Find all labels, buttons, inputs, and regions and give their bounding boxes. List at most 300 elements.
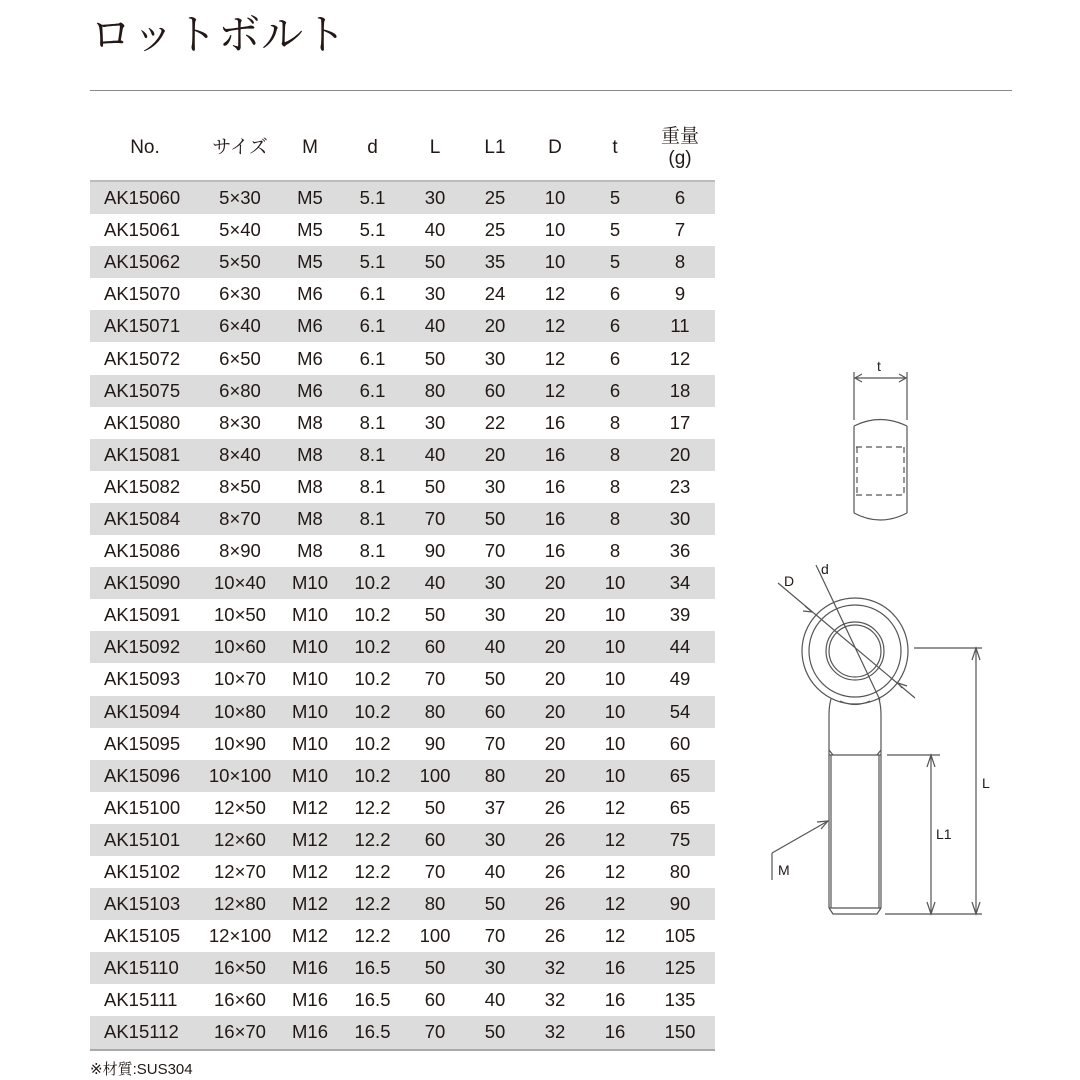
cell-l: 70 [424,668,446,690]
cell-t: 5 [585,181,645,214]
cell-d: 8.1 [359,411,386,433]
label-M: M [778,862,790,878]
cell-l1: 30 [465,952,525,984]
table-row [90,214,715,246]
cell-m: M16 [280,952,340,984]
cell-weight: 30 [645,503,715,535]
cell-l1: 50 [465,503,525,535]
cell-no: AK15061 [104,219,181,241]
table-row [90,181,715,214]
cell-l1: 70 [484,732,506,754]
cell-size: 5×40 [219,219,261,241]
table-row [90,984,715,1016]
cell-dd: 16 [525,503,585,535]
cell-weight: 8 [645,246,715,278]
cell-m: M12 [292,861,328,883]
cell-l1: 80 [465,760,525,792]
cell-no: AK15111 [104,989,178,1011]
cell-t: 8 [609,540,621,562]
cell-size: 16×70 [200,1016,280,1049]
dimension-L1 [887,755,952,914]
cell-no: AK15096 [90,760,200,792]
cell-no: AK15070 [104,283,181,305]
cell-m: M16 [292,989,328,1011]
cell-weight: 17 [669,411,691,433]
cell-l1: 50 [465,888,525,920]
table-row [90,663,715,695]
cell-m: M12 [292,925,328,947]
cell-t: 8 [585,503,645,535]
cell-dd: 16 [544,475,566,497]
cell-no: AK15062 [90,246,200,278]
cell-t: 8 [609,475,621,497]
table-row [90,310,715,342]
cell-d: 6.1 [359,347,386,369]
cell-m: M8 [297,540,323,562]
cell-t: 12 [604,796,626,818]
cell-size: 12×100 [208,925,272,947]
cell-no: AK15084 [90,503,200,535]
cell-d: 12.2 [354,925,391,947]
cell-size: 8×40 [200,439,280,471]
cell-t: 10 [585,631,645,663]
cell-l1: 37 [484,796,506,818]
cell-t: 12 [585,888,645,920]
table-header-row [90,116,715,181]
table-row [90,952,715,984]
cell-no: AK15080 [104,411,181,433]
cell-l: 90 [424,540,446,562]
cell-l: 50 [405,952,465,984]
cell-no: AK15102 [104,861,181,883]
table-row [90,535,715,567]
cell-d: 16.5 [354,989,391,1011]
cell-d: 6.1 [340,310,405,342]
cell-d: 8.1 [340,503,405,535]
cell-dd: 16 [544,411,566,433]
cell-weight: 105 [664,925,696,947]
cell-no: AK15091 [104,604,181,626]
cell-l1: 30 [484,475,506,497]
cell-weight: 65 [645,760,715,792]
cell-no: AK15082 [104,475,181,497]
header-d-small: d [340,116,405,181]
cell-weight: 18 [645,375,715,407]
cell-weight: 150 [645,1016,715,1049]
cell-weight: 7 [674,219,686,241]
cell-m: M12 [292,796,328,818]
label-L1: L1 [936,826,952,842]
cell-m: M12 [280,888,340,920]
cell-weight: 6 [645,181,715,214]
cell-size: 10×90 [214,732,266,754]
cell-l: 40 [405,567,465,599]
cell-l1: 20 [465,310,525,342]
cell-dd: 20 [544,668,566,690]
cell-l: 60 [405,824,465,856]
cell-t: 10 [604,604,626,626]
cell-l: 70 [405,503,465,535]
table-row [90,728,715,760]
header-no: No. [90,116,200,181]
cell-size: 8×50 [219,475,261,497]
header-l1: L1 [465,116,525,181]
cell-no: AK15071 [90,310,200,342]
cell-d: 10.2 [340,760,405,792]
cell-d: 6.1 [340,375,405,407]
cell-l1: 40 [484,989,506,1011]
header-m: M [280,116,340,181]
table-row [90,471,715,503]
cell-t: 16 [585,1016,645,1049]
cell-t: 12 [585,824,645,856]
cell-d: 10.2 [340,631,405,663]
cell-size: 8×70 [200,503,280,535]
cell-d: 12.2 [340,888,405,920]
table-body [90,181,715,1050]
page-title: ロットボルト [90,10,348,59]
cell-weight: 34 [645,567,715,599]
cell-d: 16.5 [340,952,405,984]
cell-dd: 10 [525,246,585,278]
cell-d: 10.2 [340,696,405,728]
cell-weight: 20 [645,439,715,471]
cell-t: 10 [604,668,626,690]
cell-l: 40 [405,439,465,471]
table-row [90,696,715,728]
cell-weight: 65 [669,796,691,818]
cell-weight: 12 [669,347,691,369]
cell-weight: 54 [645,696,715,728]
label-D: D [784,573,795,589]
cell-l1: 20 [465,439,525,471]
header-l: L [405,116,465,181]
cell-l: 50 [424,347,446,369]
label-t: t [877,358,881,374]
cell-d: 8.1 [359,475,386,497]
cell-t: 10 [585,567,645,599]
cell-m: M8 [280,439,340,471]
table-row [90,407,715,439]
cell-l: 80 [405,888,465,920]
cell-d: 5.1 [340,181,405,214]
cell-m: M8 [297,475,323,497]
cell-d: 8.1 [359,540,386,562]
cell-weight: 44 [645,631,715,663]
rod-end-bolt-diagram [760,355,1020,925]
cell-l: 70 [405,1016,465,1049]
cell-m: M10 [280,567,340,599]
table-row [90,856,715,888]
label-L: L [982,775,990,791]
table-row [90,599,715,631]
cell-dd: 16 [544,540,566,562]
cell-no: AK15112 [90,1016,200,1049]
cell-dd: 10 [544,219,566,241]
cell-no: AK15103 [90,888,200,920]
cell-t: 12 [604,861,626,883]
title-divider [90,90,1012,91]
cell-no: AK15075 [90,375,200,407]
cell-dd: 20 [544,604,566,626]
cell-m: M10 [280,696,340,728]
cell-no: AK15092 [90,631,200,663]
cell-l: 40 [405,310,465,342]
cell-size: 5×50 [200,246,280,278]
cell-m: M16 [280,1016,340,1049]
cell-l: 60 [424,989,446,1011]
cell-l: 90 [424,732,446,754]
cell-weight: 75 [645,824,715,856]
table-row [90,342,715,374]
cell-weight: 9 [674,283,686,305]
table-row [90,760,715,792]
table-row [90,439,715,471]
cell-dd: 16 [525,439,585,471]
cell-dd: 20 [525,696,585,728]
cell-size: 6×30 [219,283,261,305]
cell-l: 50 [424,796,446,818]
cell-size: 6×80 [200,375,280,407]
cell-t: 16 [604,989,626,1011]
cell-l1: 30 [465,824,525,856]
cell-weight: 90 [645,888,715,920]
cell-dd: 26 [525,824,585,856]
header-d-large: D [525,116,585,181]
cell-m: M8 [297,411,323,433]
cell-m: M12 [280,824,340,856]
cell-d: 8.1 [340,439,405,471]
cell-size: 5×30 [200,181,280,214]
cell-t: 6 [609,283,621,305]
header-weight [645,116,715,181]
cell-no: AK15110 [90,952,200,984]
cell-m: M5 [280,246,340,278]
cell-t: 12 [604,925,626,947]
cell-dd: 20 [525,631,585,663]
cell-l1: 70 [484,925,506,947]
cell-d: 16.5 [340,1016,405,1049]
spec-table [90,116,715,1051]
cell-m: M5 [297,219,323,241]
cell-no: AK15081 [90,439,200,471]
table-row [90,246,715,278]
cell-l: 80 [405,696,465,728]
table-row [90,375,715,407]
cell-dd: 32 [544,989,566,1011]
cell-m: M6 [297,283,323,305]
cell-dd: 20 [544,732,566,754]
label-d: d [821,561,829,577]
cell-l1: 30 [465,567,525,599]
cell-no: AK15094 [90,696,200,728]
cell-m: M10 [280,631,340,663]
cell-no: AK15100 [104,796,181,818]
cell-dd: 10 [525,181,585,214]
cell-no: AK15090 [90,567,200,599]
table-row [90,792,715,824]
cell-m: M10 [292,732,328,754]
cell-t: 8 [585,439,645,471]
cell-d: 5.1 [359,219,386,241]
cell-size: 8×30 [219,411,261,433]
cell-m: M6 [280,375,340,407]
cell-l: 30 [405,181,465,214]
cell-dd: 32 [525,1016,585,1049]
cell-size: 6×50 [219,347,261,369]
table-row [90,824,715,856]
cell-l: 40 [424,219,446,241]
cell-dd: 12 [525,310,585,342]
cell-weight: 80 [669,861,691,883]
table-row [90,631,715,663]
table-row [90,1016,715,1049]
cell-dd: 32 [525,952,585,984]
cell-d: 12.2 [354,861,391,883]
cell-d: 6.1 [359,283,386,305]
cell-size: 10×70 [214,668,266,690]
cell-size: 10×50 [214,604,266,626]
cell-l1: 24 [484,283,506,305]
cell-weight: 125 [645,952,715,984]
cell-l1: 40 [465,631,525,663]
cell-t: 6 [585,375,645,407]
cell-size: 8×90 [219,540,261,562]
cell-size: 12×50 [214,796,266,818]
cell-d: 10.2 [340,567,405,599]
cell-d: 12.2 [340,824,405,856]
cell-l1: 35 [465,246,525,278]
cell-t: 10 [604,732,626,754]
cell-weight: 135 [664,989,696,1011]
cell-d: 10.2 [354,668,391,690]
cell-t: 6 [609,347,621,369]
cell-t: 10 [585,760,645,792]
cell-size: 10×100 [200,760,280,792]
threaded-shank [829,750,881,914]
cell-l: 80 [405,375,465,407]
cell-dd: 20 [525,760,585,792]
cell-l: 30 [424,283,446,305]
cell-l: 70 [424,861,446,883]
cell-size: 12×60 [200,824,280,856]
table-row [90,503,715,535]
cell-t: 16 [585,952,645,984]
cell-l1: 25 [465,181,525,214]
cell-weight: 49 [669,668,691,690]
cell-dd: 26 [544,796,566,818]
cell-dd: 20 [525,567,585,599]
cell-t: 6 [585,310,645,342]
cell-t: 10 [585,696,645,728]
cell-dd: 12 [544,283,566,305]
cell-size: 12×80 [200,888,280,920]
cell-l1: 30 [484,347,506,369]
cell-weight: 39 [669,604,691,626]
eye-head [778,561,915,750]
cell-m: M5 [280,181,340,214]
cell-l1: 60 [465,696,525,728]
table-row [90,920,715,952]
cell-size: 10×80 [200,696,280,728]
cell-t: 5 [585,246,645,278]
cell-m: M10 [292,604,328,626]
cell-no: AK15093 [104,668,181,690]
cell-t: 5 [609,219,621,241]
cell-m: M10 [280,760,340,792]
cell-m: M8 [280,503,340,535]
cell-l: 30 [424,411,446,433]
cell-dd: 26 [544,925,566,947]
table-row [90,888,715,920]
cell-l1: 25 [484,219,506,241]
cell-no: AK15095 [104,732,181,754]
cell-size: 12×70 [214,861,266,883]
cell-no: AK15072 [104,347,181,369]
cell-l1: 22 [484,411,506,433]
cell-m: M6 [280,310,340,342]
cell-l1: 30 [484,604,506,626]
cell-l: 50 [424,475,446,497]
cell-m: M6 [297,347,323,369]
cell-no: AK15086 [104,540,181,562]
header-weight-label: 重量 [660,126,699,147]
side-view [854,358,907,520]
cell-no: AK15101 [90,824,200,856]
material-note: ※材質:SUS304 [90,1061,193,1078]
table-row [90,278,715,310]
cell-size: 16×50 [200,952,280,984]
cell-size: 16×60 [214,989,266,1011]
cell-dd: 26 [544,861,566,883]
cell-weight: 23 [669,475,691,497]
cell-t: 8 [609,411,621,433]
cell-l1: 40 [484,861,506,883]
cell-d: 5.1 [340,246,405,278]
cell-size: 10×60 [200,631,280,663]
cell-l1: 60 [465,375,525,407]
cell-l: 100 [419,925,451,947]
cell-l: 100 [405,760,465,792]
cell-d: 12.2 [354,796,391,818]
dimension-L [885,648,990,914]
cell-size: 6×40 [200,310,280,342]
table-row [90,567,715,599]
cell-d: 10.2 [354,732,391,754]
cell-l1: 70 [484,540,506,562]
cell-weight: 11 [645,310,715,342]
cell-size: 10×40 [200,567,280,599]
cell-weight: 60 [669,732,691,754]
cell-m: M10 [292,668,328,690]
cell-weight: 36 [669,540,691,562]
leader-M [772,821,828,880]
cell-no: AK15060 [90,181,200,214]
cell-l1: 50 [484,668,506,690]
cell-d: 10.2 [354,604,391,626]
cell-l: 60 [405,631,465,663]
cell-dd: 12 [544,347,566,369]
cell-l: 50 [424,604,446,626]
header-t: t [585,116,645,181]
header-weight-unit: (g) [668,148,692,169]
cell-l1: 50 [465,1016,525,1049]
cell-dd: 12 [525,375,585,407]
header-size: サイズ [200,116,280,181]
cell-l: 50 [405,246,465,278]
cell-no: AK15105 [104,925,181,947]
cell-dd: 26 [525,888,585,920]
